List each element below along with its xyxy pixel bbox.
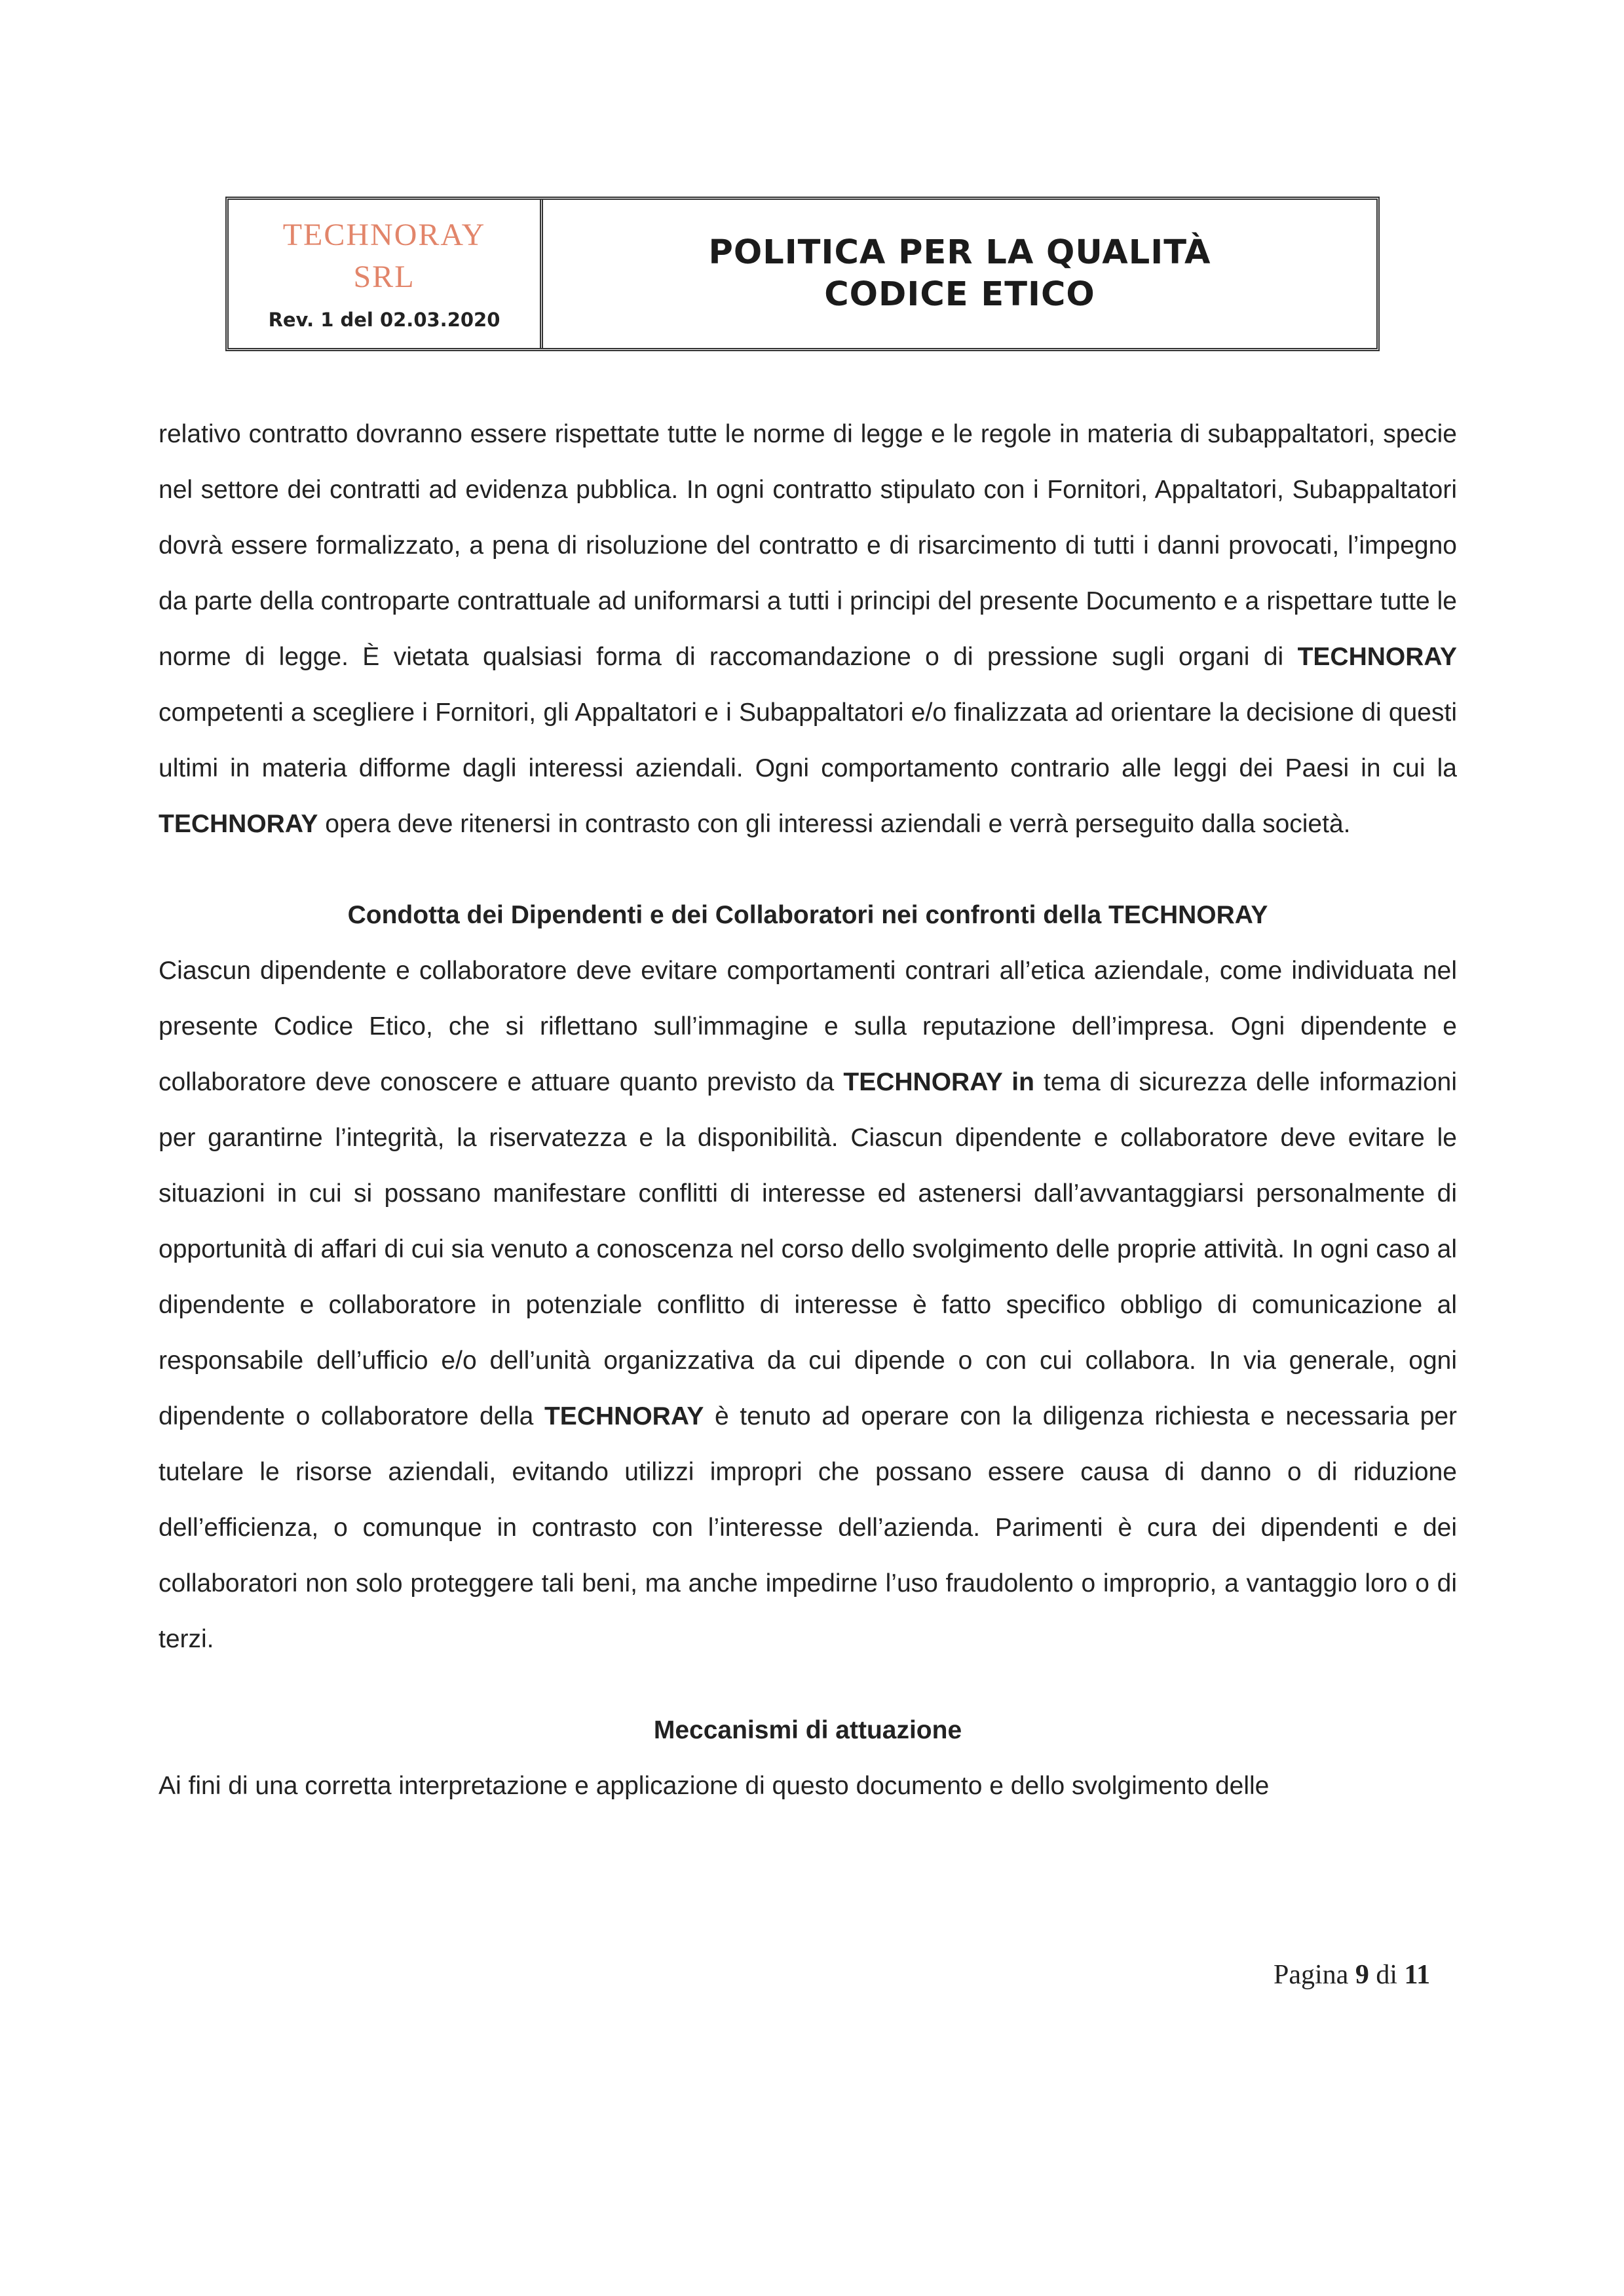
brand-name: TECHNORAY [1297, 643, 1457, 671]
paragraph-text: tema di sicurezza delle informazioni per garantirne l’integrità, la riservatezza e la disponibilità. Ciascun dipendente e collaboratore deve evitare le situazioni in cui si possano manifestare conflitti di interesse ed astenersi dall’avvantaggiarsi personalmente di opportunità di affari di cui sia venuto a conoscenza nel corso dello svolgimento delle proprie attività. In ogni caso al dipendente e collaboratore in potenziale conflitto di interesse è fatto specifico obbligo di comunicazione al responsabile dell’ufficio e/o dell’unità organizzativa da cui dipende o con cui collabora. In via generale, ogni dipendente o collaboratore della [159, 1068, 1457, 1430]
paragraph-text: opera deve ritenersi in contrasto con gli interessi aziendali e verrà perseguito dalla società. [318, 810, 1351, 838]
paragraph-text: relativo contratto dovranno essere rispettate tutte le norme di legge e le regole in materia di subappaltatori, specie nel settore dei contratti ad evidenza pubblica. In ogni contratto stipulato con i Fornitori, Appaltatori, Subappaltatori dovrà essere formalizzato, a pena di risoluzione del contratto e di risarcimento di tutti i danni provocati, l’impegno da parte della controparte contrattuale ad uniformarsi a tutti i principi del presente Documento e a rispettare tutte le norme di legge. È vietata qualsiasi forma di raccomandazione o di pressione sugli organi di [159, 420, 1457, 671]
company-name-line1: TECHNORAY [282, 218, 486, 252]
document-header [225, 197, 1380, 351]
paragraph-text: è tenuto ad operare con la diligenza richiesta e necessaria per tutelare le risorse aziendali, evitando utilizzi impropri che possano essere causa di danno o di riduzione dell’efficienza, o comunque in contrasto con l’interesse dell’azienda. Parimenti è cura dei dipendenti e dei collaboratori non solo proteggere tali beni, ma anche impedirne l’uso fraudolento o improprio, a vantaggio loro o di terzi. [159, 1402, 1457, 1653]
brand-name: TECHNORAY in [843, 1068, 1034, 1096]
page-label: Pagina [1274, 1960, 1349, 1990]
document-title-line2: CODICE ETICO [824, 275, 1095, 314]
company-block [229, 200, 543, 348]
section-title-conduct: Condotta dei Dipendenti e dei Collaboratori nei confronti della TECHNORAY [347, 901, 1268, 929]
page-total: 11 [1404, 1960, 1431, 1990]
paragraph-text: competenti a scegliere i Fornitori, gli Appaltatori e i Subappaltatori e/o finalizzata ad orientare la decisione di questi ultimi in materia difforme dagli interessi aziendali. Ogni comportamento contrario alle leggi dei Paesi in cui la [159, 698, 1457, 782]
paragraph-conduct [159, 943, 1457, 1667]
brand-name: TECHNORAY [544, 1402, 704, 1430]
revision-label: Rev. 1 del 02.03.2020 [268, 309, 500, 331]
company-name-line2: SRL [353, 259, 415, 294]
brand-name: TECHNORAY [159, 810, 318, 838]
page-current: 9 [1355, 1960, 1369, 1990]
paragraph-mechanisms: Ai fini di una corretta interpretazione e applicazione di questo documento e dello svolgimento delle [159, 1772, 1270, 1800]
page-number [1274, 1959, 1430, 1991]
title-block [543, 200, 1376, 348]
paragraph-text: Ciascun dipendente e collaboratore deve evitare comportamenti contrari all’etica aziendale, come individuata nel presente Codice Etico, che si riflettano sull’immagine e sulla reputazione dell’impresa. Ogni dipendente e collaboratore deve conoscere e attuare quanto previsto da [159, 957, 1457, 1096]
section-title-mechanisms: Meccanismi di attuazione [653, 1716, 962, 1744]
document-title-line1: POLITICA PER LA QUALITÀ [708, 233, 1211, 272]
page-separator: di [1376, 1960, 1397, 1990]
paragraph-suppliers [159, 406, 1457, 852]
document-body [159, 406, 1457, 1814]
